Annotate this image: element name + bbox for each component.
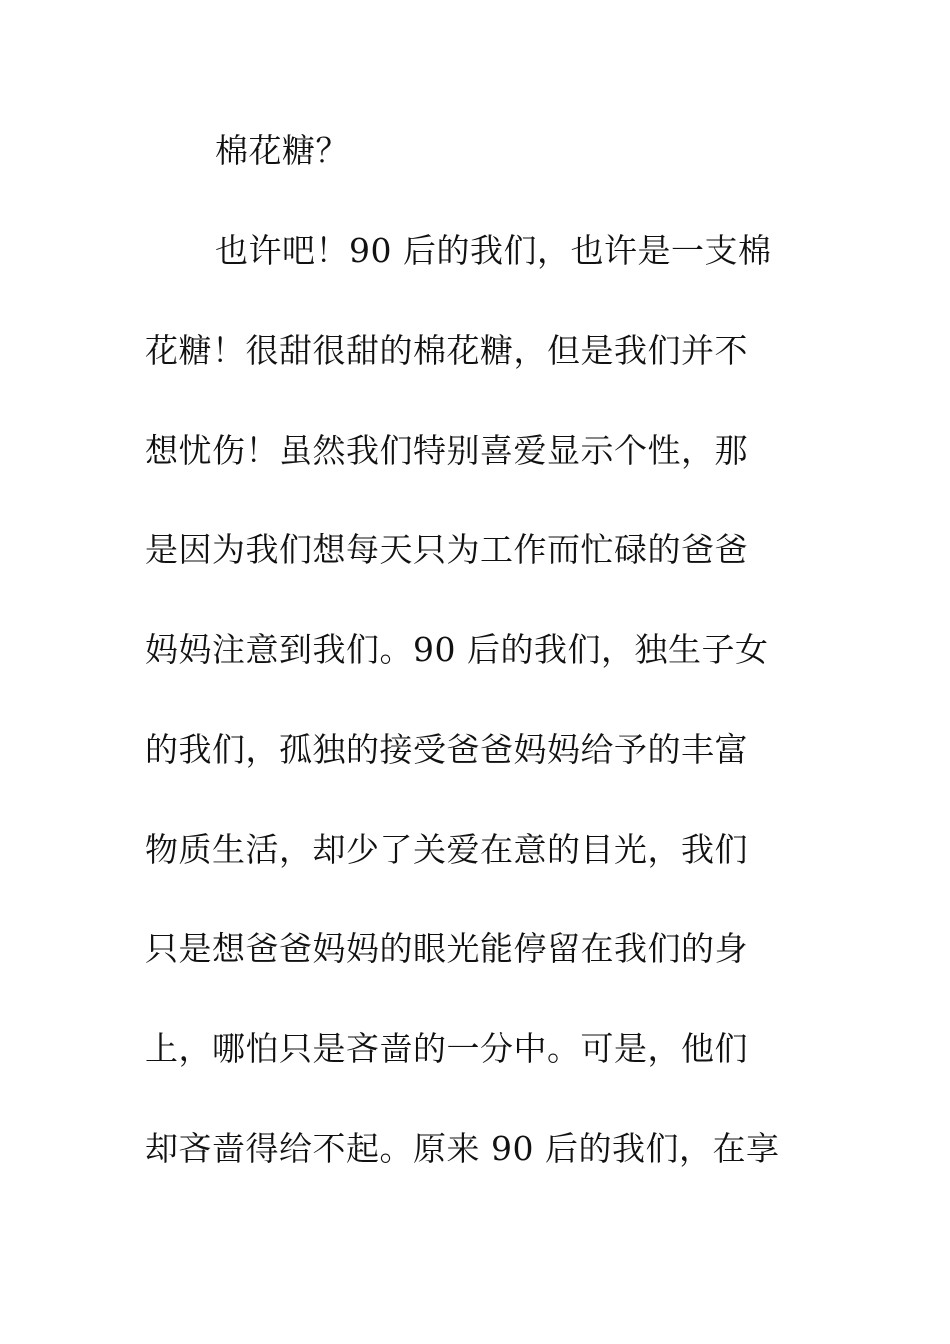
paragraph-line: 却吝啬得给不起。原来 90 后的我们，在享	[145, 1129, 780, 1168]
paragraph-line: 妈妈注意到我们。90 后的我们，独生子女	[145, 630, 769, 669]
paragraph-line: 上，哪怕只是吝啬的一分中。可是，他们	[145, 1029, 748, 1068]
paragraph-line: 只是想爸爸妈妈的眼光能停留在我们的身	[145, 929, 748, 968]
paragraph-line: 花糖！很甜很甜的棉花糖，但是我们并不	[145, 331, 748, 370]
paragraph-line: 也许吧！90 后的我们，也许是一支棉	[215, 231, 772, 270]
paragraph-line: 想忧伤！虽然我们特别喜爱显示个性，那	[145, 431, 748, 470]
paragraph-line: 的我们，孤独的接受爸爸妈妈给予的丰富	[145, 730, 748, 769]
paragraph-line: 棉花糖？	[215, 131, 349, 170]
paragraph-line: 是因为我们想每天只为工作而忙碌的爸爸	[145, 530, 748, 569]
paragraph-line: 物质生活，却少了关爱在意的目光，我们	[145, 830, 748, 869]
